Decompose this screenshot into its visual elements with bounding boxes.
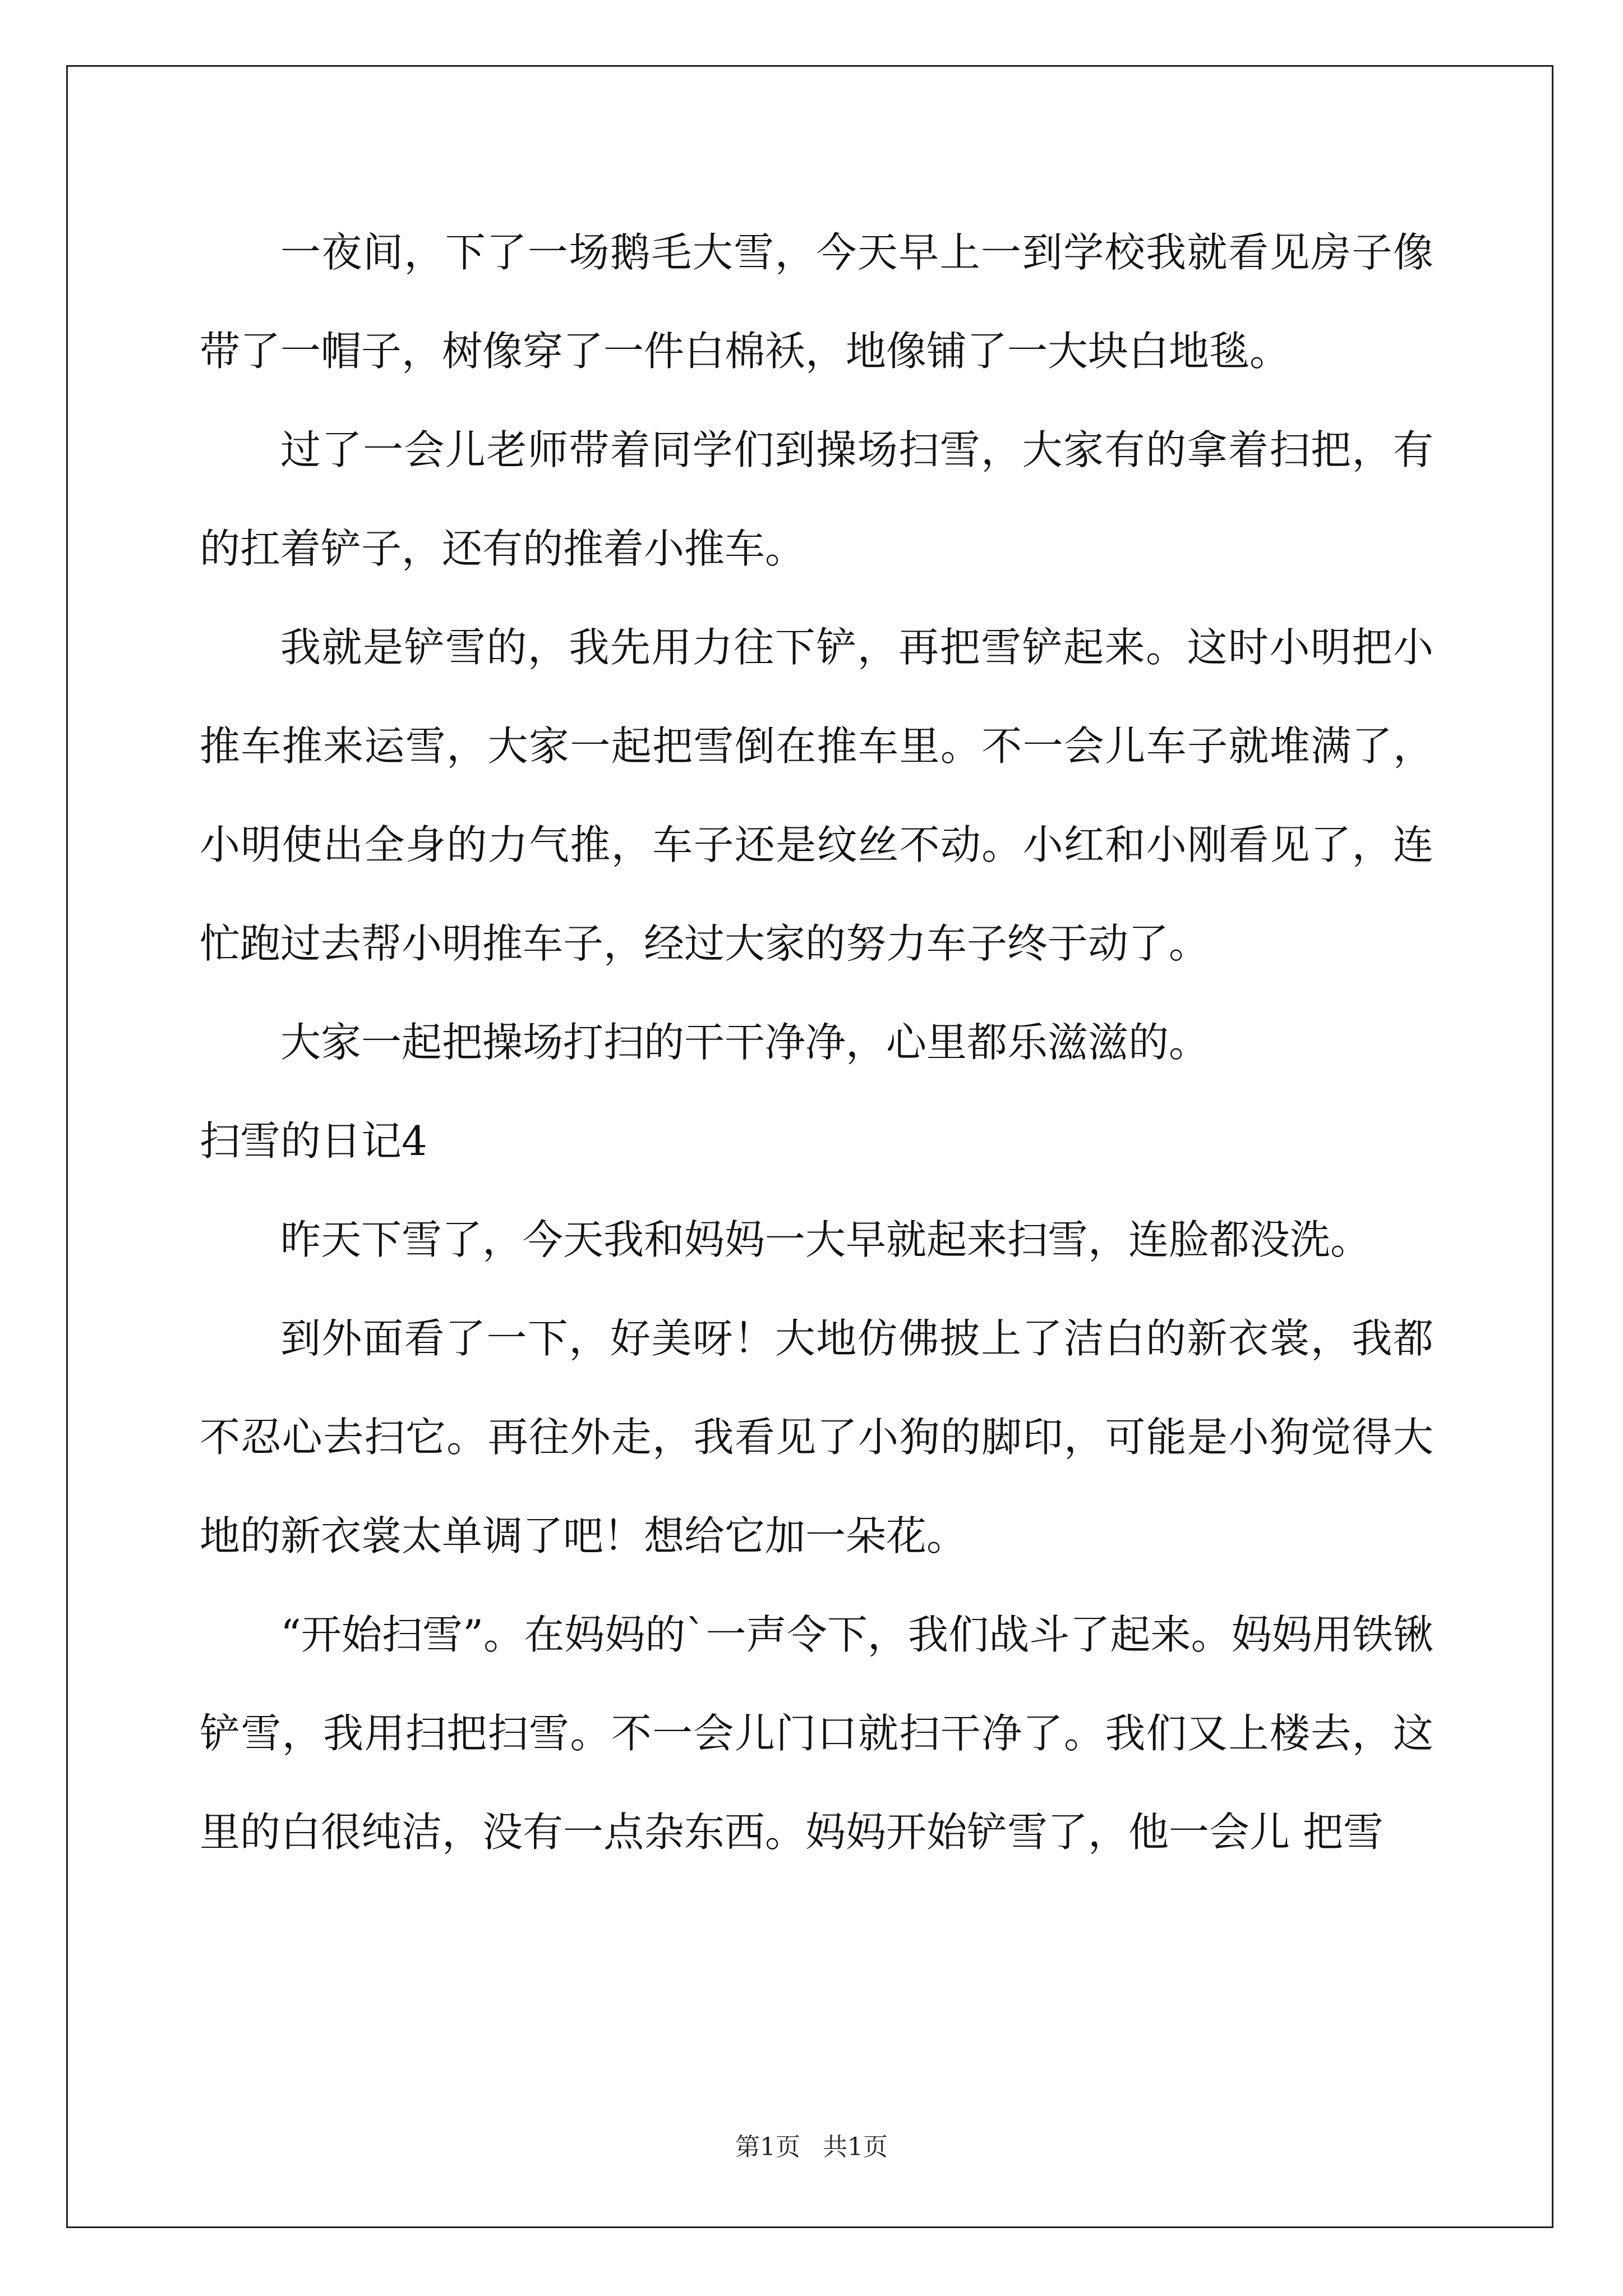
document-body bbox=[200, 203, 1433, 1881]
section-heading: 扫雪的日记4 bbox=[200, 1117, 427, 1165]
paragraph-7: “开始扫雪”。在妈妈的`一声令下，我们战斗了起来。妈妈用铁锹铲雪，我用扫把扫雪。不一会儿门口就扫干净了。我们又上楼去，这里的白很纯洁，没有一点杂东西。妈妈开始铲雪了，他一会儿 把雪 bbox=[200, 1611, 1433, 1856]
page-number: 第1页 bbox=[735, 2133, 800, 2161]
paragraph-5: 昨天下雪了，今天我和妈妈一大早就起来扫雪，连脸都没洗。 bbox=[280, 1216, 1371, 1263]
paragraph-2: 过了一会儿老师带着同学们到操场扫雪，大家有的拿着扫把，有的扛着铲子，还有的推着小推车。 bbox=[200, 426, 1433, 572]
paragraph-1: 一夜间，下了一场鹅毛大雪，今天早上一到学校我就看见房子像带了一帽子，树像穿了一件白棉袄，地像铺了一大块白地毯。 bbox=[200, 229, 1433, 375]
paragraph-3: 我就是铲雪的，我先用力往下铲，再把雪铲起来。这时小明把小推车推来运雪，大家一起把雪倒在推车里。不一会儿车子就堆满了，小明使出全身的力气推，车子还是纹丝不动。小红和小刚看见了，连忙跑过去帮小明推车子，经过大家的努力车子终于动了。 bbox=[200, 624, 1433, 967]
page-footer bbox=[0, 2131, 1623, 2164]
paragraph-6: 到外面看了一下，好美呀！大地仿佛披上了洁白的新衣裳，我都不忍心去扫它。再往外走，我看见了小狗的脚印，可能是小狗觉得大地的新衣裳太单调了吧！想给它加一朵花。 bbox=[200, 1315, 1433, 1559]
page-total: 共1页 bbox=[823, 2133, 888, 2161]
paragraph-4: 大家一起把操场打扫的干干净净，心里都乐滋滋的。 bbox=[280, 1019, 1210, 1066]
